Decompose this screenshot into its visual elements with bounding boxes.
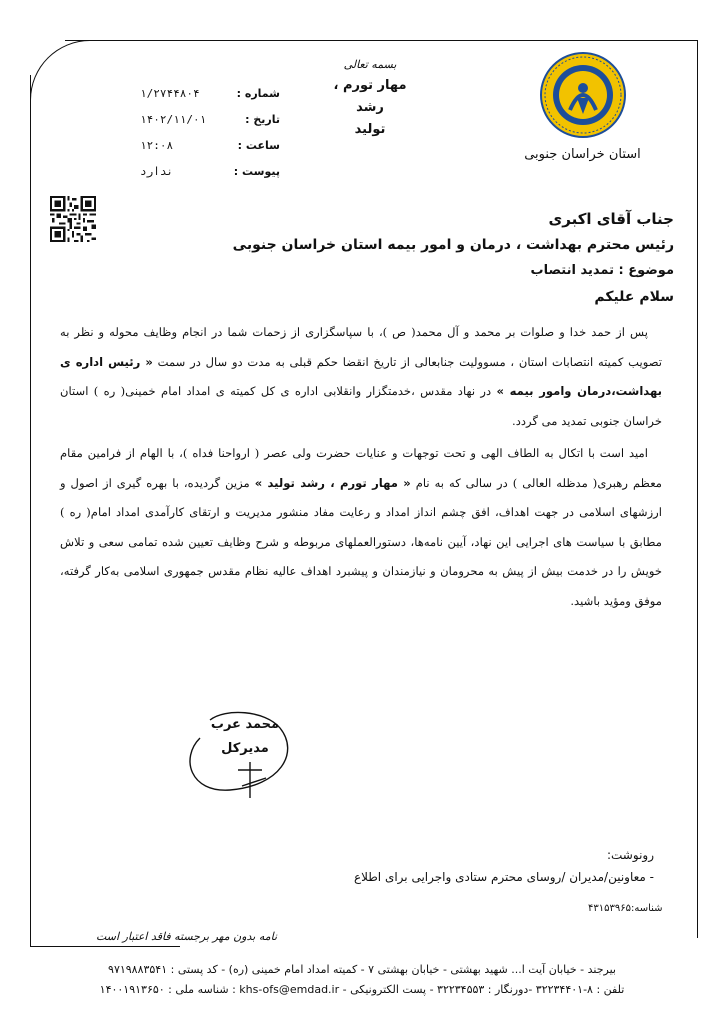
attachment-label: پیوست :: [233, 164, 280, 178]
body-paragraph: [60, 318, 662, 436]
letter-heading: [330, 58, 410, 141]
bismillah: بسمه تعالی: [343, 58, 397, 71]
year-motto-line2: تولید: [354, 122, 386, 137]
organization-name: استان خراسان جنوبی: [524, 147, 641, 162]
recipient-title: رئیس محترم بهداشت ، درمان و امور بیمه استان خراسان جنوبی: [232, 237, 674, 253]
letter-meta: [140, 80, 280, 184]
attachment-value: ندارد: [140, 164, 174, 178]
paragraph-2-part-b: مزین گردیده، با بهره گیری از اصول و ارزشهای اسلامی در جهت اهداف، افق چشم انداز امداد و رعایت مفاد منشور مدیریت و ارتقای کارآمدی امداد امام( ره ) مطابق با سیاست های اجرایی این نهاد، آیین نامه‌ها، دستورالعملهای مربوطه و شرح وظایف تعیین شده تمامی سعی و تلاش خویش را در خدمت بیش از پیش به محرومان و نیازمندان و پیشبرد اهداف عالیه نظام مقدس جمهوری اسلامی به‌کار گرفته، موفق ومؤید باشید.: [60, 475, 662, 608]
number-label: شماره :: [236, 86, 280, 100]
letter-footer: [30, 960, 694, 1000]
signatory: [190, 713, 300, 761]
document-id: شناسه:۴۳۱۵۳۹۶۵: [588, 903, 663, 914]
paragraph-1-part-a: پس از حمد خدا و صلوات بر محمد و آل محمد( ص )، با سپاسگزاری از زحمات شما در انجام وظایف محوله و نظر به تصویب کمیته انتصابات استان ، مسوولیت جنابعالی از تاریخ انقضا حکم قبلی به مدت دو سال در سمت: [60, 325, 662, 369]
number-value: ۱/۲۷۴۴۸۰۴: [140, 86, 200, 100]
date-label: تاریخ :: [245, 112, 280, 126]
meta-number-row: [140, 80, 280, 106]
appointed-position: « رئیس اداره ی بهداشت،درمان وامور بیمه »: [60, 354, 662, 398]
meta-date-row: [140, 106, 280, 132]
signatory-position: مدیرکل: [221, 741, 269, 756]
time-value: ۱۲:۰۸: [140, 138, 174, 152]
paragraph-1-part-b: در نهاد مقدس ،خدمتگزار وانقلابی اداره ی کل کمیته ی امداد امام خمینی( ره ) استان خراسان جنوبی تمدید می گردد.: [60, 384, 662, 428]
body-paragraph: [60, 439, 662, 616]
time-label: ساعت :: [237, 138, 280, 152]
meta-time-row: [140, 132, 280, 158]
footer-address: بیرجند - خیابان آیت ا... شهید بهشتی - خیابان بهشتی ۷ - کمیته امداد امام خمینی (ره) - کد پستی : ۹۷۱۹۸۸۳۵۴۱: [108, 963, 616, 976]
addressee-block: [74, 206, 674, 310]
meta-attachment-row: [140, 158, 280, 184]
year-motto-line1: مهار تورم ، رشد: [333, 78, 407, 115]
letter-subject: موضوع : تمدید انتصاب: [530, 263, 674, 278]
paragraph-2-part-a: امید است با اتکال به الطاف الهی و تحت توجهات و عنایات حضرت ولی عصر ( ارواحنا فداه )، با الهام از فرامین مقام معظم رهبری( مدظله العالی ) در سالی که به نام: [60, 446, 662, 490]
imam-khomeini-relief-committee-logo-icon: [540, 52, 626, 138]
date-value: ۱۴۰۲/۱۱/۰۱: [140, 112, 207, 126]
signatory-name: محمد عرب: [210, 717, 280, 732]
footer-contact: تلفن : ۸-۳۲۲۳۴۴۰۱ -دورنگار : ۳۲۲۳۴۵۵۳ - پست الکترونیکی - khs-ofs@emdad.ir : شناسه ملی : ۱۴۰۰۱۹۱۳۶۵۰: [99, 983, 625, 996]
year-motto-inline: « مهار تورم ، رشد تولید »: [254, 475, 411, 490]
cc-recipients: - معاونین/مدیران /روسای محترم ستادی واجرایی برای اطلاع: [353, 870, 654, 884]
validity-note: نامه بدون مهر برجسته فاقد اعتبار است: [92, 930, 281, 943]
cc-label: رونوشت:: [606, 848, 654, 862]
recipient-name: جناب آقای اکبری: [548, 210, 674, 228]
greeting: سلام علیکم: [594, 289, 674, 305]
letter-body: [60, 318, 662, 616]
